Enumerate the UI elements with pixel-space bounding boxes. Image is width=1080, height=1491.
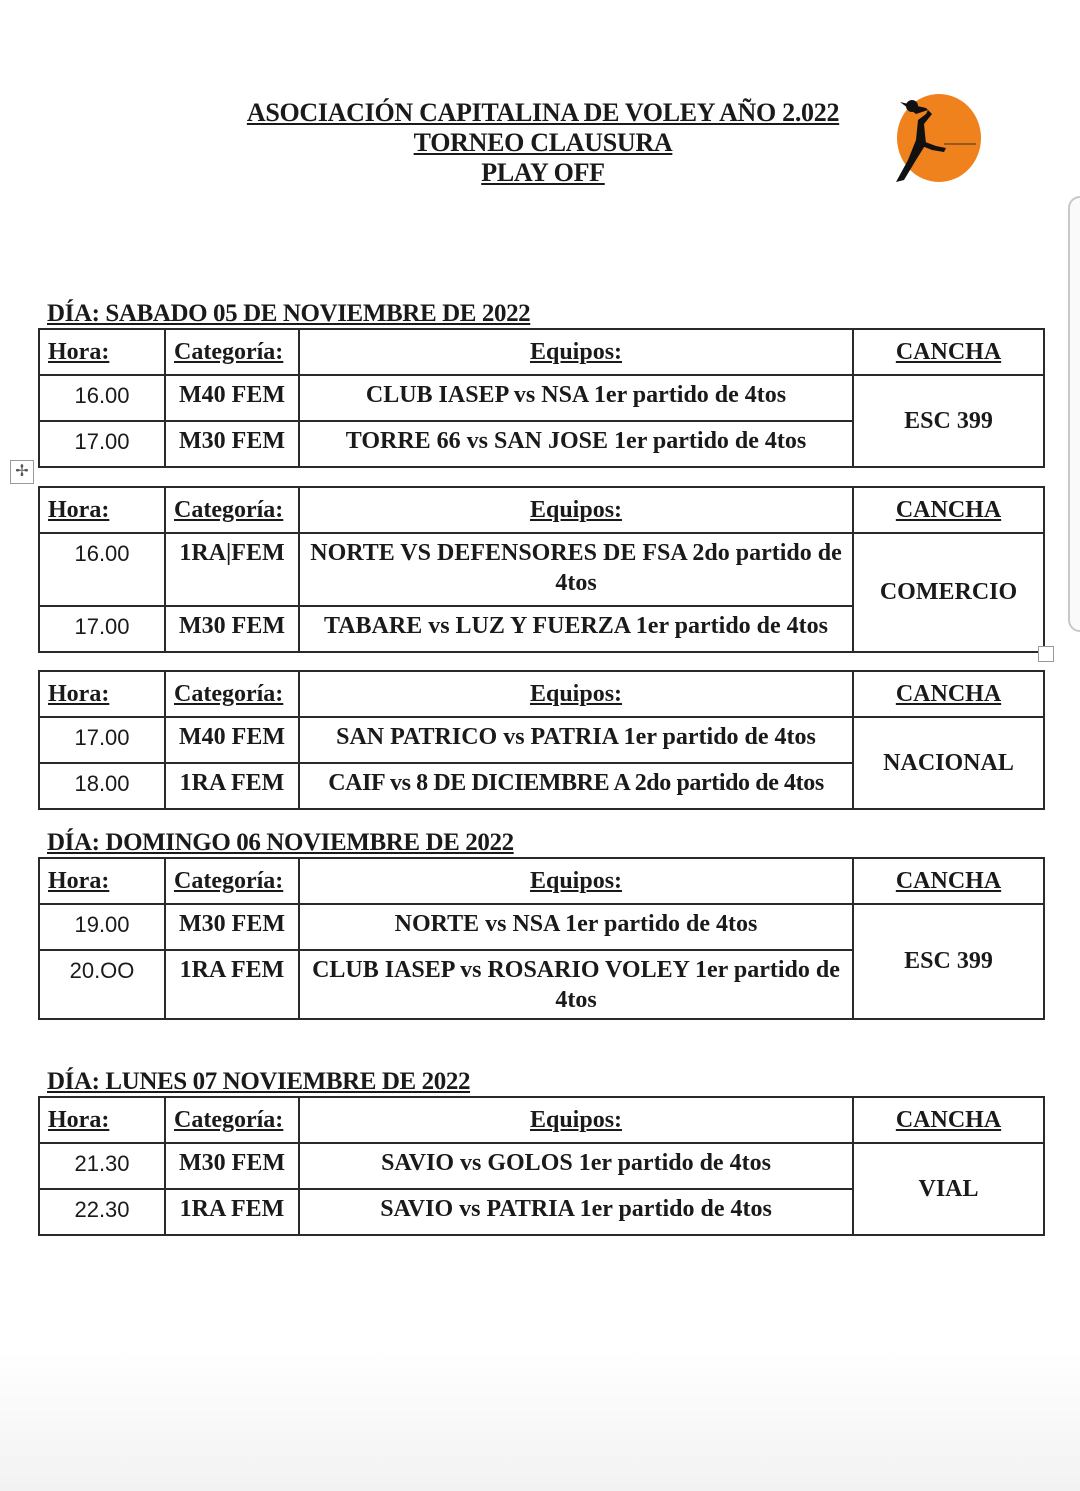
cell-equipos: NORTE VS DEFENSORES DE FSA 2do partido de 4tos	[299, 533, 853, 606]
table-move-handle[interactable]	[10, 460, 34, 484]
col-header-cancha: CANCHA	[853, 329, 1044, 375]
col-header-categoria: Categoría:	[165, 1097, 299, 1143]
col-header-categoria: Categoría:	[165, 858, 299, 904]
cell-categoria: M40 FEM	[165, 375, 299, 421]
col-header-equipos: Equipos:	[299, 329, 853, 375]
table-header-row	[39, 329, 1044, 375]
day-label-saturday: DÍA: SABADO 05 DE NOVIEMBRE DE 2022	[47, 300, 531, 327]
cell-hora: 20.OO	[39, 950, 165, 1019]
table-row	[39, 375, 1044, 421]
cell-equipos: NORTE vs NSA 1er partido de 4tos	[299, 904, 853, 950]
table-row	[39, 717, 1044, 763]
table-header-row	[39, 1097, 1044, 1143]
schedule-table	[38, 857, 1045, 1020]
col-header-cancha: CANCHA	[853, 487, 1044, 533]
col-header-cancha: CANCHA	[853, 1097, 1044, 1143]
cell-hora: 18.00	[39, 763, 165, 809]
cell-categoria: M30 FEM	[165, 904, 299, 950]
cell-equipos: CAIF vs 8 DE DICIEMBRE A 2do partido de 4tos	[299, 763, 853, 809]
table-header-row	[39, 858, 1044, 904]
col-header-cancha: CANCHA	[853, 671, 1044, 717]
cell-equipos: CLUB IASEP vs NSA 1er partido de 4tos	[299, 375, 853, 421]
cell-equipos: CLUB IASEP vs ROSARIO VOLEY 1er partido de 4tos	[299, 950, 853, 1019]
col-header-categoria: Categoría:	[165, 671, 299, 717]
cell-categoria: M30 FEM	[165, 1143, 299, 1189]
cell-hora: 17.00	[39, 606, 165, 652]
col-header-categoria: Categoría:	[165, 329, 299, 375]
cell-equipos: TORRE 66 vs SAN JOSE 1er partido de 4tos	[299, 421, 853, 467]
cell-hora: 16.00	[39, 375, 165, 421]
schedule-table	[38, 1096, 1045, 1236]
day-label-monday: DÍA: LUNES 07 NOVIEMBRE DE 2022	[47, 1068, 471, 1095]
cell-categoria: 1RA FEM	[165, 763, 299, 809]
cell-equipos: SAN PATRICO vs PATRIA 1er partido de 4tos	[299, 717, 853, 763]
cell-hora: 19.00	[39, 904, 165, 950]
move-cross-icon: ✢	[15, 461, 29, 480]
col-header-hora: Hora:	[39, 487, 165, 533]
cell-cancha: NACIONAL	[853, 717, 1044, 809]
cell-cancha: VIAL	[853, 1143, 1044, 1235]
cell-hora: 17.00	[39, 421, 165, 467]
col-header-cancha: CANCHA	[853, 858, 1044, 904]
col-header-equipos: Equipos:	[299, 671, 853, 717]
cell-hora: 17.00	[39, 717, 165, 763]
col-header-equipos: Equipos:	[299, 487, 853, 533]
col-header-hora: Hora:	[39, 1097, 165, 1143]
cell-categoria: 1RA|FEM	[165, 533, 299, 606]
cell-hora: 22.30	[39, 1189, 165, 1235]
col-header-hora: Hora:	[39, 671, 165, 717]
cell-equipos: SAVIO vs PATRIA 1er partido de 4tos	[299, 1189, 853, 1235]
table-row	[39, 904, 1044, 950]
cell-categoria: M30 FEM	[165, 421, 299, 467]
cell-categoria: M30 FEM	[165, 606, 299, 652]
day-label-sunday: DÍA: DOMINGO 06 NOVIEMBRE DE 2022	[47, 829, 514, 856]
resize-square-icon[interactable]	[1038, 646, 1054, 662]
schedule-table	[38, 670, 1045, 810]
cell-categoria: M40 FEM	[165, 717, 299, 763]
cell-cancha: ESC 399	[853, 375, 1044, 467]
table-row	[39, 533, 1044, 606]
cell-equipos: SAVIO vs GOLOS 1er partido de 4tos	[299, 1143, 853, 1189]
cell-hora: 21.30	[39, 1143, 165, 1189]
page-bottom-shade	[0, 1351, 1080, 1491]
volleyball-player-logo-icon	[886, 84, 986, 192]
cell-equipos: TABARE vs LUZ Y FUERZA 1er partido de 4tos	[299, 606, 853, 652]
cell-categoria: 1RA FEM	[165, 1189, 299, 1235]
cell-cancha: ESC 399	[853, 904, 1044, 1019]
col-header-equipos: Equipos:	[299, 858, 853, 904]
schedule-table	[38, 486, 1045, 653]
header-subtitle: TORNEO CLAUSURA	[413, 128, 673, 157]
table-header-row	[39, 487, 1044, 533]
cell-hora: 16.00	[39, 533, 165, 606]
col-header-equipos: Equipos:	[299, 1097, 853, 1143]
col-header-categoria: Categoría:	[165, 487, 299, 533]
cell-cancha: COMERCIO	[853, 533, 1044, 652]
schedule-table	[38, 328, 1045, 468]
header-title: ASOCIACIÓN CAPITALINA DE VOLEY AÑO 2.022	[246, 98, 840, 127]
table-row	[39, 1143, 1044, 1189]
scrollbar[interactable]	[1068, 196, 1080, 632]
cell-categoria: 1RA FEM	[165, 950, 299, 1019]
col-header-hora: Hora:	[39, 329, 165, 375]
col-header-hora: Hora:	[39, 858, 165, 904]
table-header-row	[39, 671, 1044, 717]
header-playoff: PLAY OFF	[481, 158, 605, 187]
